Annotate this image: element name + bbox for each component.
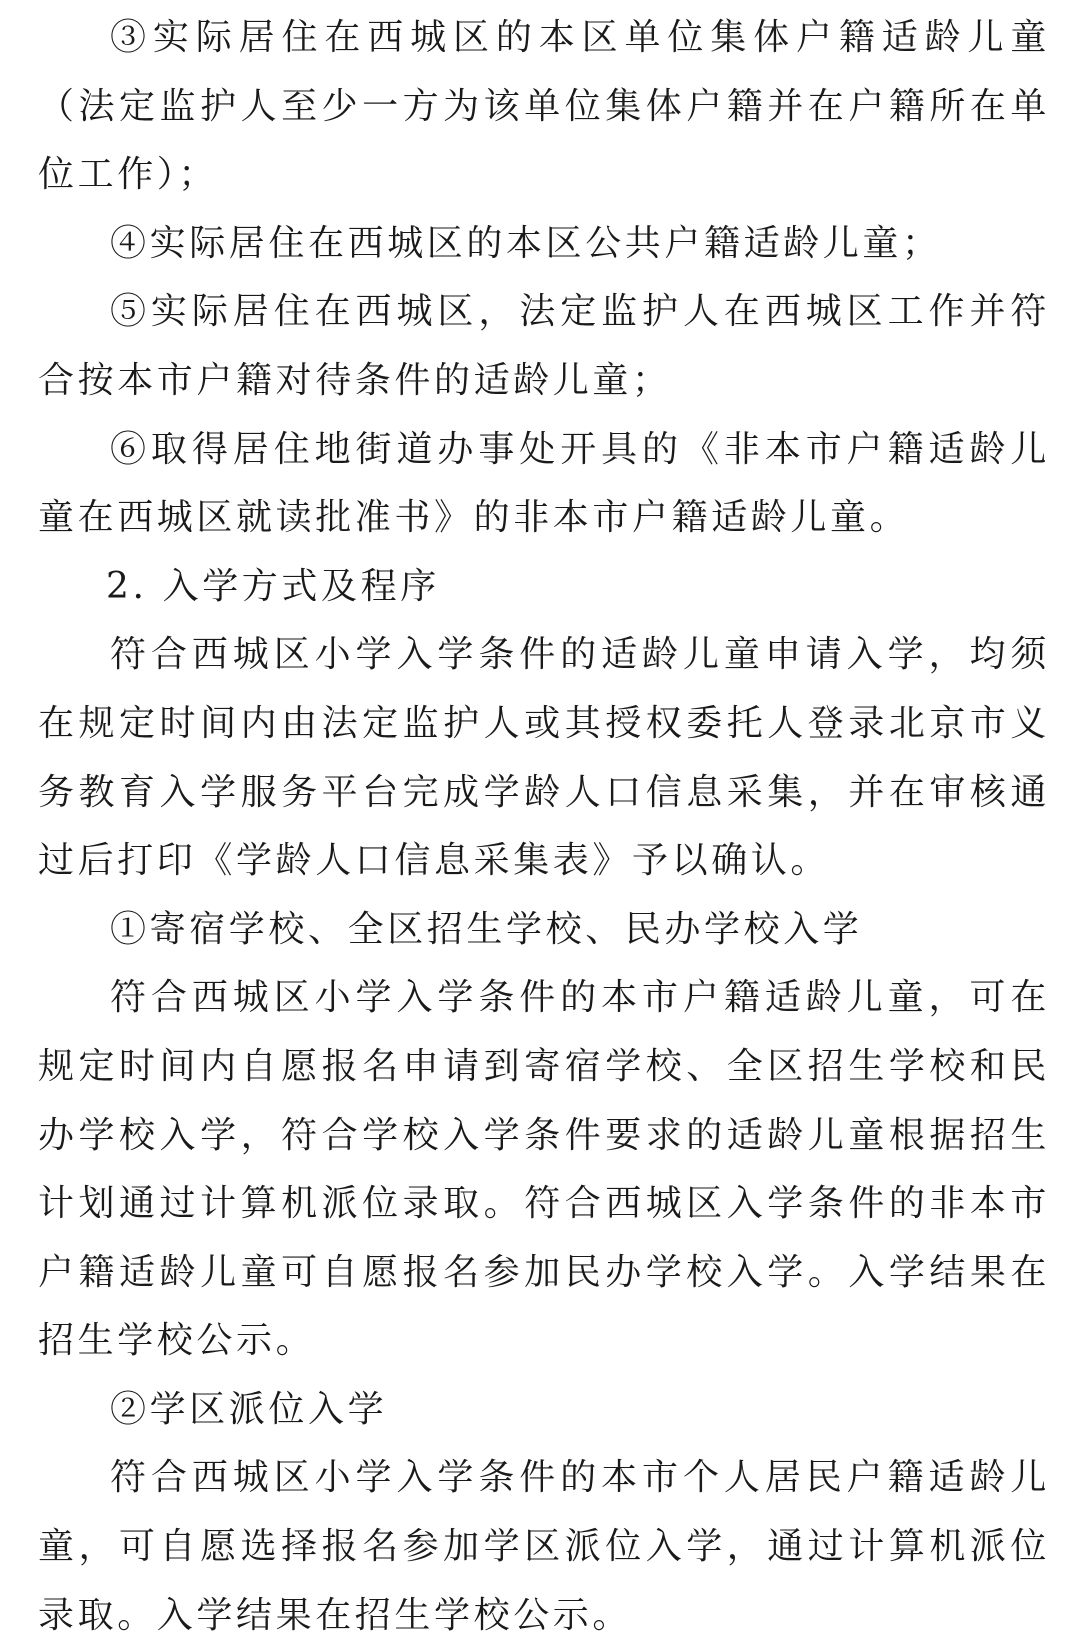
paragraph-enrollment-application: 符合西城区小学入学条件的适龄儿童申请入学，均须在规定时间内由法定监护人或其授权委托人登录北京市义务教育入学服务平台完成学龄人口信息采集，并在审核通过后打印《学龄人口信息采集表》予以确认。 <box>38 634 1050 882</box>
subheading-boarding-private-schools: ①寄宿学校、全区招生学校、民办学校入学 <box>110 908 863 950</box>
paragraph-school-district-lottery: 符合西城区小学入学条件的本市个人居民户籍适龄儿童，可自愿选择报名参加学区派位入学，通过计算机派位录取。入学结果在招生学校公示。 <box>38 1457 1050 1636</box>
paragraph-item-3-unit-collective-household: ③实际居住在西城区的本区单位集体户籍适龄儿童（法定监护人至少一方为该单位集体户籍并在户籍所在单位工作）； <box>38 17 1050 196</box>
section-heading-enrollment-procedure: 2. 入学方式及程序 <box>106 565 440 607</box>
paragraph-item-4-public-household: ④实际居住在西城区的本区公共户籍适龄儿童； <box>110 222 942 264</box>
document-body <box>38 4 1050 1650</box>
paragraph-boarding-private-schools: 符合西城区小学入学条件的本市户籍适龄儿童，可在规定时间内自愿报名申请到寄宿学校、全区招生学校和民办学校入学，符合学校入学条件要求的适龄儿童根据招生计划通过计算机派位录取。符合西城区入学条件的非本市户籍适龄儿童可自愿报名参加民办学校入学。入学结果在招生学校公示。 <box>38 977 1050 1362</box>
paragraph-item-5-guardian-works-in-district: ⑤实际居住在西城区，法定监护人在西城区工作并符合按本市户籍对待条件的适龄儿童； <box>38 291 1050 401</box>
paragraph-item-6-non-local-approval: ⑥取得居住地街道办事处开具的《非本市户籍适龄儿童在西城区就读批准书》的非本市户籍适龄儿童。 <box>38 428 1050 539</box>
subheading-school-district-lottery: ②学区派位入学 <box>110 1388 388 1430</box>
